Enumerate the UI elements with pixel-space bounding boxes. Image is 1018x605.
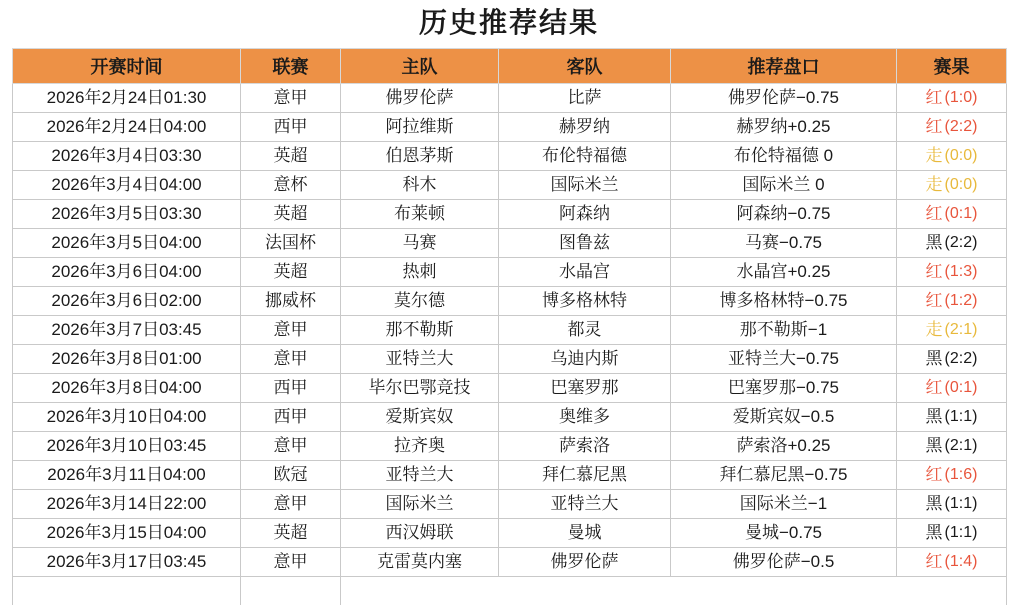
cell-league-text: 西甲 xyxy=(241,113,340,141)
cell-pick-text: 博多格林特−0.75 xyxy=(671,287,896,315)
cell-pick xyxy=(671,374,897,403)
cell-time xyxy=(13,432,241,461)
cell-home-team xyxy=(341,432,499,461)
cell-pick-text: 布伦特福德 0 xyxy=(671,142,896,170)
cell-pick xyxy=(671,316,897,345)
result-mark: 黑 xyxy=(926,519,943,547)
cell-home-team-text: 热刺 xyxy=(341,258,498,286)
result-badge xyxy=(897,171,1006,199)
cell-away-team xyxy=(499,345,671,374)
cell-pick xyxy=(671,345,897,374)
cell-result xyxy=(897,142,1007,171)
cell-time xyxy=(13,142,241,171)
result-score: (1:1) xyxy=(945,403,978,431)
result-score: (2:2) xyxy=(945,113,978,141)
cell-league xyxy=(241,200,341,229)
cell-time xyxy=(13,345,241,374)
cell-away-team xyxy=(499,461,671,490)
cell-result xyxy=(897,171,1007,200)
result-badge xyxy=(897,229,1006,257)
result-score: (0:1) xyxy=(945,200,978,228)
table-row xyxy=(13,316,1007,345)
column-header-result: 赛果 xyxy=(897,49,1007,84)
cell-away-team xyxy=(499,84,671,113)
cell-time-text: 2026年3月10日04:00 xyxy=(13,403,240,431)
cell-result xyxy=(897,461,1007,490)
cell-time xyxy=(13,84,241,113)
cell-pick-text: 佛罗伦萨−0.5 xyxy=(671,548,896,576)
cell-pick-text: 爱斯宾奴−0.5 xyxy=(671,403,896,431)
cell-time-text: 2026年3月11日04:00 xyxy=(13,461,240,489)
result-badge xyxy=(897,200,1006,228)
table-row xyxy=(13,345,1007,374)
cell-away-team-text: 曼城 xyxy=(499,519,670,547)
cell-result xyxy=(897,519,1007,548)
cell-away-team xyxy=(499,171,671,200)
cell-pick xyxy=(671,548,897,577)
cell-pick xyxy=(671,142,897,171)
cell-away-team xyxy=(499,490,671,519)
cell-league-text: 意甲 xyxy=(241,490,340,518)
result-score: (1:2) xyxy=(945,287,978,315)
cell-time-text: 2026年3月17日03:45 xyxy=(13,548,240,576)
cell-time xyxy=(13,374,241,403)
table-row xyxy=(13,258,1007,287)
cell-away-team-text: 奥维多 xyxy=(499,403,670,431)
cell-league xyxy=(241,345,341,374)
result-mark: 红 xyxy=(926,548,943,576)
result-mark: 走 xyxy=(926,142,943,170)
cell-home-team-text: 爱斯宾奴 xyxy=(341,403,498,431)
cell-league xyxy=(241,316,341,345)
cell-home-team xyxy=(341,142,499,171)
result-badge xyxy=(897,403,1006,431)
table-row xyxy=(13,490,1007,519)
table-row xyxy=(13,171,1007,200)
result-mark: 红 xyxy=(926,374,943,402)
result-mark: 红 xyxy=(926,461,943,489)
result-mark: 红 xyxy=(926,287,943,315)
cell-pick-text: 赫罗纳+0.25 xyxy=(671,113,896,141)
cell-league xyxy=(241,258,341,287)
cell-time xyxy=(13,316,241,345)
cell-home-team xyxy=(341,374,499,403)
result-score: (1:6) xyxy=(945,461,978,489)
cell-league-text: 意甲 xyxy=(241,84,340,112)
cell-away-team xyxy=(499,403,671,432)
cell-time-text: 2026年3月7日03:45 xyxy=(13,316,240,344)
cell-away-team-text: 水晶宫 xyxy=(499,258,670,286)
cell-pick xyxy=(671,403,897,432)
cell-pick xyxy=(671,84,897,113)
cell-home-team-text: 亚特兰大 xyxy=(341,461,498,489)
table-row xyxy=(13,287,1007,316)
cell-home-team-text: 国际米兰 xyxy=(341,490,498,518)
cell-league xyxy=(241,229,341,258)
result-score: (0:0) xyxy=(945,142,978,170)
cell-time xyxy=(13,113,241,142)
cell-league xyxy=(241,171,341,200)
cell-time-text: 2026年2月24日04:00 xyxy=(13,113,240,141)
table-row xyxy=(13,84,1007,113)
cell-league-text: 西甲 xyxy=(241,403,340,431)
cell-league-text: 意甲 xyxy=(241,316,340,344)
cell-away-team xyxy=(499,258,671,287)
cell-league-text: 英超 xyxy=(241,200,340,228)
cell-home-team-text: 阿拉维斯 xyxy=(341,113,498,141)
cell-home-team xyxy=(341,345,499,374)
cell-pick xyxy=(671,287,897,316)
result-score: (1:1) xyxy=(945,519,978,547)
cell-league-text: 法国杯 xyxy=(241,229,340,257)
cell-league xyxy=(241,519,341,548)
cell-home-team xyxy=(341,258,499,287)
page-title: 历史推荐结果 xyxy=(12,0,1006,48)
cell-result xyxy=(897,287,1007,316)
cell-away-team xyxy=(499,113,671,142)
cell-away-team xyxy=(499,374,671,403)
cell-home-team-text: 布莱顿 xyxy=(341,200,498,228)
result-score: (2:1) xyxy=(945,432,978,460)
result-mark: 黑 xyxy=(926,229,943,257)
cell-time xyxy=(13,548,241,577)
table-row xyxy=(13,403,1007,432)
cell-away-team xyxy=(499,432,671,461)
cell-pick xyxy=(671,461,897,490)
cell-home-team-text: 那不勒斯 xyxy=(341,316,498,344)
cell-time-text: 2026年3月6日04:00 xyxy=(13,258,240,286)
cell-time-text: 2026年3月10日03:45 xyxy=(13,432,240,460)
result-badge xyxy=(897,142,1006,170)
cell-away-team-text: 赫罗纳 xyxy=(499,113,670,141)
cell-away-team-text: 比萨 xyxy=(499,84,670,112)
cell-away-team-text: 萨索洛 xyxy=(499,432,670,460)
cell-time xyxy=(13,200,241,229)
result-score: (0:1) xyxy=(945,374,978,402)
cell-league-text: 意甲 xyxy=(241,432,340,460)
result-score: (2:1) xyxy=(945,316,978,344)
cell-away-team-text: 布伦特福德 xyxy=(499,142,670,170)
cell-away-team xyxy=(499,142,671,171)
result-mark: 红 xyxy=(926,84,943,112)
column-header-time: 开赛时间 xyxy=(13,49,241,84)
table-header-row xyxy=(13,49,1007,84)
cell-pick xyxy=(671,432,897,461)
cell-result xyxy=(897,84,1007,113)
result-badge xyxy=(897,432,1006,460)
cell-result xyxy=(897,200,1007,229)
cell-home-team-text: 莫尔德 xyxy=(341,287,498,315)
cell-result xyxy=(897,432,1007,461)
table-header xyxy=(13,49,1007,84)
cell-time xyxy=(13,229,241,258)
cell-league xyxy=(241,113,341,142)
cell-time xyxy=(13,287,241,316)
cell-home-team-text: 科木 xyxy=(341,171,498,199)
cell-home-team xyxy=(341,490,499,519)
cell-time xyxy=(13,461,241,490)
cell-home-team-text: 佛罗伦萨 xyxy=(341,84,498,112)
cell-pick xyxy=(671,519,897,548)
cell-pick xyxy=(671,490,897,519)
result-badge xyxy=(897,345,1006,373)
result-badge xyxy=(897,461,1006,489)
result-mark: 红 xyxy=(926,258,943,286)
cell-away-team-text: 阿森纳 xyxy=(499,200,670,228)
cell-time xyxy=(13,403,241,432)
cell-league-text: 西甲 xyxy=(241,374,340,402)
cell-league xyxy=(241,490,341,519)
cell-away-team xyxy=(499,316,671,345)
table-row xyxy=(13,519,1007,548)
cell-home-team xyxy=(341,316,499,345)
cell-home-team-text: 拉齐奥 xyxy=(341,432,498,460)
column-header-home: 主队 xyxy=(341,49,499,84)
table-row xyxy=(13,461,1007,490)
cell-pick xyxy=(671,229,897,258)
cell-home-team xyxy=(341,200,499,229)
cell-time-text: 2026年3月6日02:00 xyxy=(13,287,240,315)
cell-pick-text: 国际米兰−1 xyxy=(671,490,896,518)
result-mark: 红 xyxy=(926,200,943,228)
table-row xyxy=(13,229,1007,258)
cell-home-team-text: 伯恩茅斯 xyxy=(341,142,498,170)
history-results-table xyxy=(12,48,1007,605)
cell-home-team xyxy=(341,113,499,142)
cell-result xyxy=(897,229,1007,258)
cell-away-team-text: 亚特兰大 xyxy=(499,490,670,518)
result-mark: 走 xyxy=(926,316,943,344)
cell-time-text: 2026年3月8日01:00 xyxy=(13,345,240,373)
cell-time-text: 2026年3月8日04:00 xyxy=(13,374,240,402)
result-mark: 黑 xyxy=(926,345,943,373)
cell-time xyxy=(13,519,241,548)
result-mark: 走 xyxy=(926,171,943,199)
cell-pick-text: 国际米兰 0 xyxy=(671,171,896,199)
cell-pick-text: 曼城−0.75 xyxy=(671,519,896,547)
result-badge xyxy=(897,374,1006,402)
result-badge xyxy=(897,519,1006,547)
cell-time xyxy=(13,171,241,200)
result-score: (2:2) xyxy=(945,229,978,257)
cell-league xyxy=(241,461,341,490)
cell-league xyxy=(241,142,341,171)
cell-away-team-text: 博多格林特 xyxy=(499,287,670,315)
result-mark: 黑 xyxy=(926,432,943,460)
cell-time-text: 2026年3月4日04:00 xyxy=(13,171,240,199)
table-row xyxy=(13,374,1007,403)
cell-time xyxy=(13,490,241,519)
cell-league xyxy=(241,374,341,403)
cell-away-team-text: 国际米兰 xyxy=(499,171,670,199)
result-badge xyxy=(897,84,1006,112)
cell-result xyxy=(897,374,1007,403)
table-row xyxy=(13,113,1007,142)
result-mark: 黑 xyxy=(926,490,943,518)
table-row xyxy=(13,432,1007,461)
result-badge xyxy=(897,258,1006,286)
cell-home-team xyxy=(341,84,499,113)
result-badge xyxy=(897,113,1006,141)
cell-away-team-text: 拜仁慕尼黑 xyxy=(499,461,670,489)
cell-pick-text: 拜仁慕尼黑−0.75 xyxy=(671,461,896,489)
result-badge xyxy=(897,548,1006,576)
cell-pick-text: 亚特兰大−0.75 xyxy=(671,345,896,373)
result-score: (2:2) xyxy=(945,345,978,373)
column-header-league: 联赛 xyxy=(241,49,341,84)
cell-home-team-text: 马赛 xyxy=(341,229,498,257)
cell-home-team xyxy=(341,548,499,577)
cell-away-team-text: 佛罗伦萨 xyxy=(499,548,670,576)
result-mark: 黑 xyxy=(926,403,943,431)
table-body xyxy=(13,84,1007,605)
cell-result xyxy=(897,403,1007,432)
cell-league xyxy=(241,403,341,432)
cell-time-text: 2026年3月5日04:00 xyxy=(13,229,240,257)
column-header-away: 客队 xyxy=(499,49,671,84)
cell-away-team xyxy=(499,200,671,229)
cell-league xyxy=(241,287,341,316)
cell-pick-text: 马赛−0.75 xyxy=(671,229,896,257)
result-badge xyxy=(897,287,1006,315)
result-score: (1:3) xyxy=(945,258,978,286)
cell-home-team-text: 亚特兰大 xyxy=(341,345,498,373)
cell-league-text: 意杯 xyxy=(241,171,340,199)
cell-league xyxy=(241,432,341,461)
cell-league xyxy=(241,84,341,113)
cell-result xyxy=(897,258,1007,287)
cell-pick-text: 阿森纳−0.75 xyxy=(671,200,896,228)
cell-away-team xyxy=(499,287,671,316)
result-badge xyxy=(897,316,1006,344)
cell-away-team xyxy=(499,229,671,258)
cell-home-team-text: 克雷莫内塞 xyxy=(341,548,498,576)
cell-pick-text: 那不勒斯−1 xyxy=(671,316,896,344)
cell-result xyxy=(897,548,1007,577)
cell-time-text: 2026年2月24日01:30 xyxy=(13,84,240,112)
cell-home-team xyxy=(341,403,499,432)
cell-result xyxy=(897,316,1007,345)
cell-time-text: 2026年3月14日22:00 xyxy=(13,490,240,518)
cell-result xyxy=(897,490,1007,519)
result-score: (1:1) xyxy=(945,490,978,518)
cell-pick-text: 萨索洛+0.25 xyxy=(671,432,896,460)
cell-time xyxy=(13,258,241,287)
cell-pick xyxy=(671,200,897,229)
cell-pick xyxy=(671,171,897,200)
cell-pick xyxy=(671,258,897,287)
result-mark: 红 xyxy=(926,113,943,141)
cell-pick-text: 佛罗伦萨−0.75 xyxy=(671,84,896,112)
cell-home-team xyxy=(341,171,499,200)
cell-result xyxy=(897,113,1007,142)
cell-time-text: 2026年3月5日03:30 xyxy=(13,200,240,228)
cell-away-team-text: 都灵 xyxy=(499,316,670,344)
cell-away-team-text: 图鲁兹 xyxy=(499,229,670,257)
cell-time-text: 2026年3月4日03:30 xyxy=(13,142,240,170)
cell-away-team-text: 乌迪内斯 xyxy=(499,345,670,373)
cell-pick xyxy=(671,113,897,142)
result-badge xyxy=(897,490,1006,518)
cell-league-text: 英超 xyxy=(241,258,340,286)
cell-home-team xyxy=(341,519,499,548)
table-row xyxy=(13,200,1007,229)
cell-home-team xyxy=(341,287,499,316)
column-header-pick: 推荐盘口 xyxy=(671,49,897,84)
cell-away-team xyxy=(499,548,671,577)
cell-away-team xyxy=(499,519,671,548)
cell-league-text: 英超 xyxy=(241,519,340,547)
result-score: (1:0) xyxy=(945,84,978,112)
result-score: (0:0) xyxy=(945,171,978,199)
cell-result xyxy=(897,345,1007,374)
cell-home-team-text: 毕尔巴鄂竞技 xyxy=(341,374,498,402)
cell-away-team-text: 巴塞罗那 xyxy=(499,374,670,402)
cell-league-text: 英超 xyxy=(241,142,340,170)
result-score: (1:4) xyxy=(945,548,978,576)
table-row xyxy=(13,142,1007,171)
cell-league-text: 挪威杯 xyxy=(241,287,340,315)
cell-home-team xyxy=(341,461,499,490)
cell-league xyxy=(241,548,341,577)
cell-pick-text: 巴塞罗那−0.75 xyxy=(671,374,896,402)
cell-league-text: 欧冠 xyxy=(241,461,340,489)
cell-home-team-text: 西汉姆联 xyxy=(341,519,498,547)
cell-home-team xyxy=(341,229,499,258)
cell-league-text: 意甲 xyxy=(241,345,340,373)
cell-league-text: 意甲 xyxy=(241,548,340,576)
cell-time-text: 2026年3月15日04:00 xyxy=(13,519,240,547)
table-row xyxy=(13,548,1007,577)
cell-pick-text: 水晶宫+0.25 xyxy=(671,258,896,286)
